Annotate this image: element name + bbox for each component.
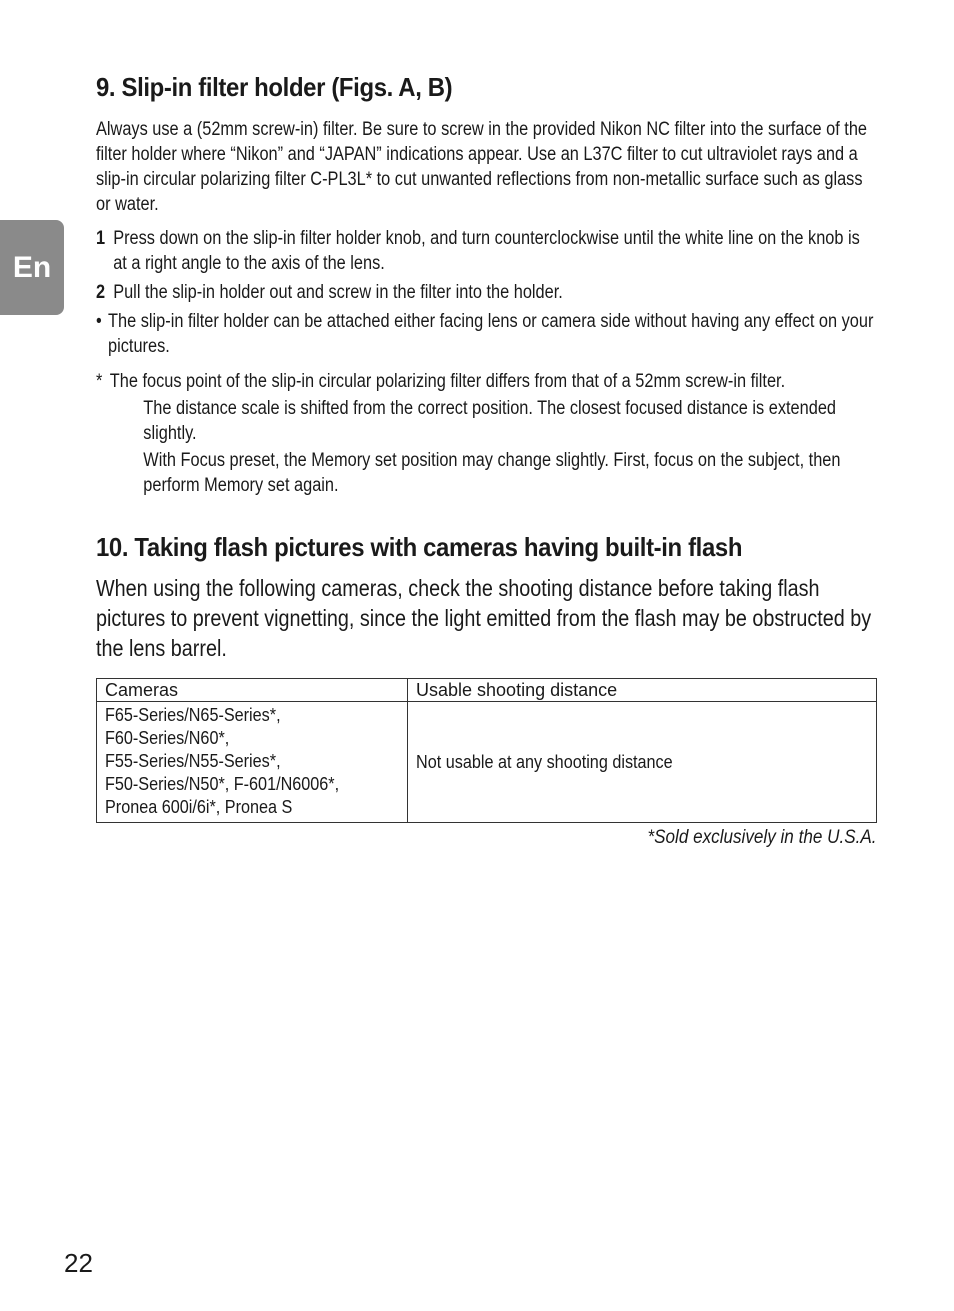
bullet-icon: • — [96, 311, 102, 332]
section-10-intro: When using the following cameras, check the shooting distance before taking flash pictures to prevent vignetting, since the light emitted from the flash may be obstructed by the lens barrel. — [96, 575, 872, 661]
step-text: Press down on the slip-in filter holder knob, and turn counterclockwise until the white line on the knob is at a right angle to the axis of the lens. — [113, 228, 860, 274]
camera-model: F65-Series/N65-Series*, — [105, 705, 281, 725]
page-number: 22 — [64, 1248, 93, 1278]
step-number: 2 — [96, 282, 106, 303]
steps-list — [96, 226, 876, 359]
table-row — [97, 702, 877, 823]
note-line-1: The focus point of the slip-in circular polarizing filter differs from that of a 52mm screw-in filter. — [109, 371, 786, 392]
distance-cell — [408, 702, 877, 823]
table-header-row — [97, 679, 877, 702]
section-9-intro: Always use a (52mm screw-in) filter. Be sure to screw in the provided Nikon NC filter into the surface of the filter holder where “Nikon” and “JAPAN” indications appear. Use an L37C filter to cut ultraviolet rays and a slip-in circular polarizing filter C-PL3L* to cut unwanted reflections from non-metallic surface such as glass or water. — [96, 119, 868, 215]
footnote-text: *Sold exclusively in the U.S.A. — [647, 827, 877, 848]
section-10-title: 10. Taking flash pictures with cameras having built-in flash — [96, 532, 743, 562]
language-tab — [0, 220, 64, 315]
distance-text: Not usable at any shooting distance — [416, 751, 673, 772]
camera-model: F60-Series/N60*, — [105, 728, 230, 748]
footnote — [96, 827, 877, 849]
camera-model: F55-Series/N55-Series*, — [105, 751, 281, 771]
page-content — [96, 72, 878, 849]
note-line-3: With Focus preset, the Memory set position may change slightly. First, focus on the subject, then perform Memory set again. — [143, 450, 841, 496]
language-tab-label: En — [12, 250, 52, 284]
header-distance: Usable shooting distance — [408, 679, 877, 702]
step-item — [96, 280, 876, 305]
camera-table — [96, 678, 877, 823]
bullet-text: The slip-in filter holder can be attached either facing lens or camera side without having any effect on your pictures. — [108, 311, 874, 357]
asterisk-note — [96, 369, 876, 498]
section-flash-pictures — [96, 532, 878, 849]
section-slip-in-filter-holder — [96, 72, 878, 498]
step-number: 1 — [96, 228, 106, 249]
camera-model: Pronea 600i/6i*, Pronea S — [105, 797, 293, 817]
section-9-title: 9. Slip-in filter holder (Figs. A, B) — [96, 72, 453, 102]
camera-model: F50-Series/N50*, F-601/N6006*, — [105, 774, 340, 794]
header-cameras: Cameras — [97, 679, 408, 702]
step-item — [96, 226, 876, 276]
note-line-2: The distance scale is shifted from the correct position. The closest focused distance is extended slightly. — [143, 398, 837, 444]
camera-models-cell — [97, 702, 408, 823]
asterisk-icon: * — [96, 371, 103, 392]
bullet-item — [96, 309, 876, 359]
step-text: Pull the slip-in holder out and screw in the filter into the holder. — [113, 282, 563, 303]
